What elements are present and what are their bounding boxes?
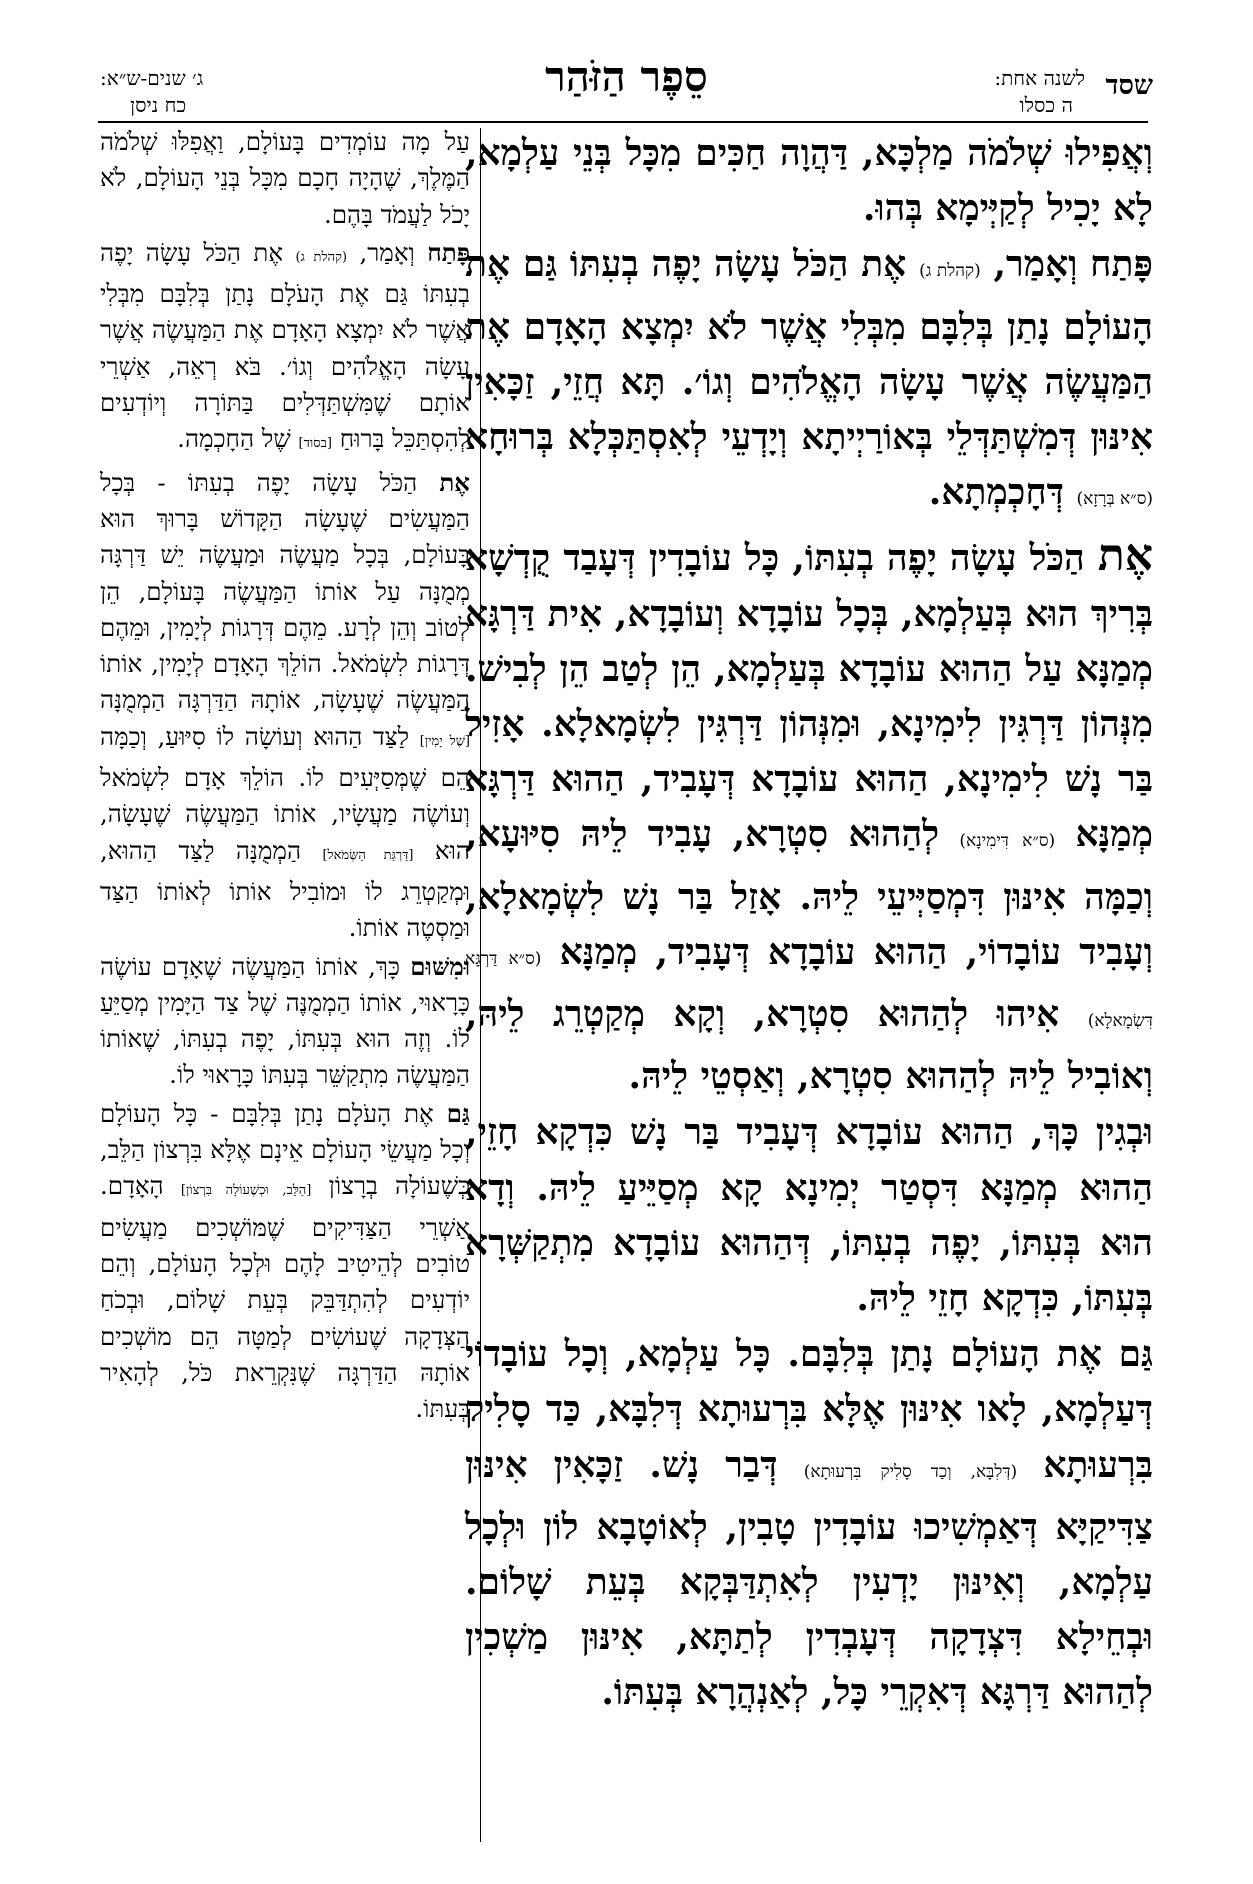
variant-reading: (ס״א דַּרְגָּא דִּשְׂמָאלָא) [465,948,1153,1032]
opening-word: גַּם [446,1098,470,1128]
header-rule [98,121,1148,123]
main-paragraph-5 [465,1327,1153,1720]
main-paragraph-2 [465,237,1153,527]
main-text: גַּם אֶת הָעוֹלָם נָתַן בְּלִבָּם. כָּל עַלְמָא, וְכָל עוֹבָדוֹי דְּעַלְמָא, לָאו אִינּוּן אֶלָּא בִּרְעוּתָא דְּלִבָּא, כַּד סָלִיק בִּרְעוּתָא [465,1333,1153,1486]
side-paragraph-1 [100,124,470,233]
main-text: דְּבַר נָשׁ. זַכָּאִין אִינּוּן צַדִּיקַיָּא דְּאַמְשִׁיכוּ עוֹבָדִין טָבִין, לְאוֹטָבָא לוֹן וּלְכָל עַלְמָא, וְאִינּוּן יָדְעִין לְאִתְדַּבְּקָא בְּעֵת שָׁלוֹם. וּבְחֵילָא דִּצְדָקָה דְּעָבְדִין לְתַתָּא, אִינּוּן מַשְׁכִין לְהַהוּא דַּרְגָּא דְּאִקְרֵי כָּל, לְאַנְהֲרָא בְּעִתּוֹ. [465,1443,1153,1714]
side-paragraph-4 [100,949,470,1094]
main-text: אִיהוּ לְהַהוּא סִטְרָא, וְקָא מְקַטְרֵג לֵיהּ, וְאוֹבִיל לֵיהּ לְהַהוּא סִטְרָא, וְאַסְטֵי לֵיהּ. [465,993,1153,1098]
variant-reading: [הַלֵּב, וּכְשֶׁעוֹלָה בִּרְצוֹן] [180,1183,312,1199]
side-text: אֶת הָעֹלָם נָתַן בְּלִבָּם - כָּל הָעוֹלָם וְכָל מַעֲשֵׂי הָעוֹלָם אֵינָם אֶלָּא בִּרְצוֹן הַלֵּב, כְּשֶׁעוֹלָה בְרָצוֹן [100,1098,471,1201]
source-reference: (קהלת ג) [919,261,981,282]
page-number: שסד [1105,70,1153,101]
header-right-line2: ה כסלו [1019,93,1073,117]
header-left-line1: ג׳ שנים-ש״א: [100,66,204,90]
main-column [465,126,1153,1722]
main-text: דְּחָכְמְתָא. [928,471,1064,514]
side-text: עַל מָה עוֹמְדִים בָּעוֹלָם, וַאֲפִלּוּ שְׁלֹמֹה הַמֶּלֶךְ, שֶׁהָיָה חָכָם מִכָּל בְּנֵי הָעוֹלָם, לֹא יָכֹל לַעֲמֹד בָּהֶם. [100,127,470,229]
variant-reading: [דַּרְגַּת הַשְּׂמֹאל] [322,847,414,863]
side-text: הַכֹּל עָשָׂה יָפֶה בְעִתּוֹ - בְּכָל הַמַּעֲשִׂים שֶׁעָשָׂה הַקָּדוֹשׁ בָּרוּךְ הוּא בָּעוֹלָם, בְּכָל מַעֲשֶׂה וּמַעֲשֶׂה יֵשׁ דַּרְגָּה מְמֻנָּה עַל אוֹתוֹ הַמַּעֲשֶׂה בָּעוֹלָם, הֵן לְטוֹב וְהֵן לְרָע. מֵהֶם דְּרָגוֹת לְיָמִין, וּמֵהֶם דְּרָגוֹת לִשְׂמֹאל. הוֹלֵךְ הָאָדָם לְיָמִין, אוֹתוֹ הַמַּעֲשֶׂה שֶׁעָשָׂה, אוֹתָהּ הַדַּרְגָּה הַמְמֻנָּה [100,467,470,715]
side-text: וְאָמַר, [359,237,415,267]
variant-reading: (ס״א בְּרָזָא) [1076,489,1153,510]
side-text: אֶת הַכֹּל עָשָׂה יָפֶה בְעִתּוֹ גַּם אֶת הָעֹלָם נָתַן בְּלִבָּם מִבְּלִי אֲשֶׁר לֹא יִמְצָא הָאָדָם אֶת הַמַּעֲשֶׂה אֲשֶׁר עָשָׂה הָאֱלֹהִים וְגוֹ׳. בֹּא רְאֵה, אַשְׁרֵי אוֹתָם שֶׁמִּשְׁתַּדְּלִים בַּתּוֹרָה וְיוֹדְעִים לְהִסְתַּכֵּל בָּרוּחַ [100,237,470,454]
opening-word: אֶת [1097,530,1153,582]
variant-reading: [בסוד] [298,436,332,452]
side-paragraph-5 [100,1096,470,1428]
header-left-line2: כח ניסן [130,93,187,117]
side-text: הָאָדָם. אַשְׁרֵי הַצַּדִּיקִים שֶׁמּוֹשְׁכִים מַעֲשִׂים טוֹבִים לְהֵיטִיב לָהֶם וּלְכָל הָעוֹלָם, וְהֵם יוֹדְעִים לְהִתְדַּבֵּק בְּעֵת שָׁלוֹם, וּבְכֹחַ הַצְּדָקָה שֶׁעוֹשִׂים לְמַטָּה הֵם מוֹשְׁכִים אוֹתָהּ הַדַּרְגָּה שֶׁנִּקְרֵאת כֹּל, לְהָאִיר בְּעִתּוֹ. [100,1171,470,1424]
side-text: לַצַּד הַהוּא וְעוֹשָׂה לוֹ סִיּוּעַ, וְכַמָּה הֵם שֶׁמְּסַיְּעִים לוֹ. הוֹלֵךְ אָדָם לִשְׂמֹאל וְעוֹשֶׂה מַעֲשָׂיו, אוֹתוֹ הַמַּעֲשֶׂה שֶׁעָשָׂה, הוּא [100,721,470,865]
side-paragraph-3 [100,465,470,947]
header-right-line1: לשנה אחת: [994,66,1085,90]
opening-word: אֶת [439,467,470,497]
side-text: כָּךְ, אוֹתוֹ הַמַּעֲשֶׂה שֶׁאָדָם עוֹשֶׂה כָּרָאוּי, אוֹתוֹ הַמְמֻנֶּה שֶׁל צַד הַיָּמִין מְסַיֵּעַ לוֹ. וְזֶה הוּא בְּעִתּוֹ, יָפֶה בְעִתּוֹ, שֶׁאוֹתוֹ הַמַּעֲשֶׂה מִתְקַשֵּׁר בְּעִתּוֹ כָּרָאוּי לוֹ. [100,951,470,1090]
main-text: לְהַהוּא סִטְרָא, עָבִיד לֵיהּ סִיּוּעָא, וְכַמָּה אִינּוּן דִּמְסַיְּיעֵי לֵיהּ. אָזַל בַּר נָשׁ לִשְׂמָאלָא, וְעָבִיד עוֹבָדוֹי, הַהוּא עוֹבָדָא דְּעָבִיד, מְמַנָּא [465,813,1153,973]
main-text: הַכֹּל עָשָׂה יָפֶה בְעִתּוֹ, כָּל עוֹבָדִין דְּעָבַד קֻדְשָׁא בְּרִיךְ הוּא בְּעַלְמָא, בְּכָל עוֹבָדָא וְעוֹבָדָא, אִית דַּרְגָּא מְמַנָּא עַל הַהוּא עוֹבָדָא בְּעַלְמָא, הֵן לְטַב הֵן לְבִישׁ. מִנְּהוֹן דַּרְגִּין לִימִינָא, וּמִנְּהוֹן דַּרְגִּין לִשְׂמָאלָא. אָזִיל בַּר נָשׁ לִימִינָא, הַהוּא עוֹבָדָא דְּעָבִיד, הַהוּא דַּרְגָּא מְמַנָּא [465,537,1153,856]
translation-column [100,124,470,1429]
main-paragraph-4 [465,1105,1153,1326]
variant-reading: (ס״א דִּימִינָא) [959,831,1056,852]
variant-reading: (דְּלִבָּא, וְכַד סָלִיק בִּרְעוּתָא) [803,1461,1018,1482]
side-text: הַמְמֻנָּה לַצַּד הַהוּא, וּמְקַטְרֵג לוֹ וּמוֹבִיל אוֹתוֹ לְאוֹתוֹ הַצַּד וּמַסְטֶה אוֹתוֹ. [100,835,470,943]
source-reference: (קהלת ג) [295,249,348,265]
main-text: וּבְגִין כָּךְ, הַהוּא עוֹבָדָא דְּעָבִיד בַּר נָשׁ כִּדְקָא חָזֵי, הַהוּא מְמַנָּא דִּסְטַר יְמִינָא קָא מְסַיֵּיעַ לֵיהּ. וְדָא הוּא בְּעִתּוֹ, יָפֶה בְעִתּוֹ, דְּהַהוּא עוֹבָדָא מִתְקַשְּׁרָא בְּעִתּוֹ, כִּדְקָא חָזֵי לֵיהּ. [465,1111,1153,1320]
opening-word: פָּתַח [427,237,470,267]
variant-reading: [שֶׁל יָמִין] [419,733,470,749]
side-text: שֶׁל הַחָכְמָה. [177,424,291,454]
side-paragraph-2 [100,235,470,463]
main-text: וְאֲפִילוּ שְׁלֹמֹה מַלְכָּא, דַּהֲוָה חַכִּים מִכָּל בְּנֵי עַלְמָא, לָא יָכִיל לְקַיְּימָא בְּהוּ. [465,132,1153,230]
opening-word: וּמִשּׁוּם [410,951,470,981]
main-text: פָּתַח וְאָמַר, [993,243,1153,286]
main-text: אֶת הַכֹּל עָשָׂה יָפֶה בְעִתּוֹ גַּם אֶת הָעוֹלָם נָתַן בְּלִבָּם מִבְּלִי אֲשֶׁר לֹא יִמְצָא הָאָדָם אֶת הַמַּעֲשֶׂה אֲשֶׁר עָשָׂה הָאֱלֹהִים וְגוֹ׳. תָּא חֲזֵי, זַכָּאִין אִינּוּן דְּמִשְׁתַּדְּלֵי בְּאוֹרַיְיתָא וְיָדְעֵי לְאִסְתַּכְּלָא בְּרוּחָא [465,243,1153,459]
main-paragraph-3 [465,528,1153,1104]
main-paragraph-1 [465,126,1153,236]
page-title: סֵפֶר הַזֹּהַר [545,52,708,101]
